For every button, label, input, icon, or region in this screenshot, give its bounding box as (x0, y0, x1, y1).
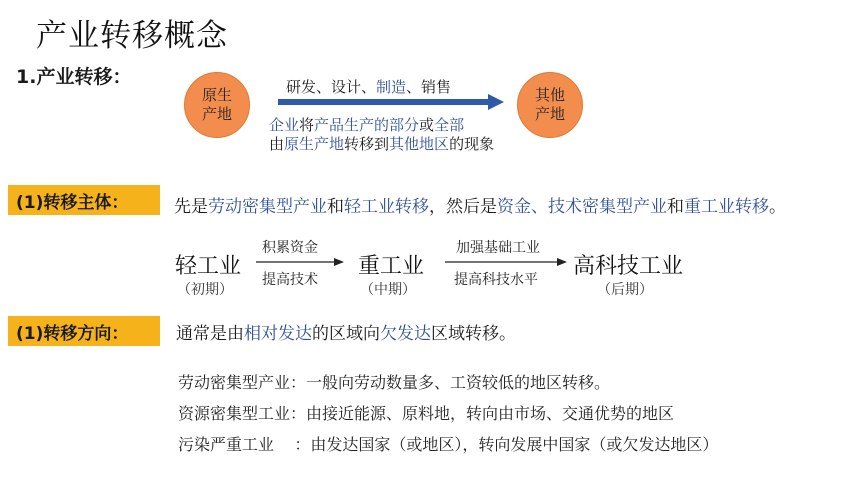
direction-line-labor: 劳动密集型产业：一般向劳动数量多、工资较低的地区转移。 (178, 373, 611, 392)
text-segment: 先是 (174, 197, 208, 217)
subject-description (174, 192, 786, 217)
text-segment: 区域转移。 (431, 324, 516, 344)
stage-early-phase: （初期） (177, 282, 233, 298)
stage-heavy-industry: 重工业 (358, 254, 425, 279)
direction-line-resource: 资源密集型工业：由接近能源、原料地，转向由市场、交通优势的地区 (178, 404, 675, 423)
stage-late-phase: （后期） (597, 282, 653, 298)
highlight-text: 企业 (269, 116, 300, 134)
direction-line-pollution: 污染严重工业 ：由发达国家（或地区），转向发展中国家（或欠发达地区） (178, 435, 719, 454)
direction-tag: (1)转移方向： (8, 316, 160, 346)
text-segment: 或 (419, 116, 435, 134)
page-title: 产业转移概念 (36, 18, 228, 54)
highlight-text: 全部 (434, 116, 465, 134)
origin-place-label: 原生 产地 (201, 86, 232, 123)
text-segment: 的区域向 (312, 324, 380, 344)
definition-line-1 (269, 116, 494, 135)
highlight-text: 其他地区 (389, 135, 450, 153)
stage-high-tech-industry: 高科技工业 (573, 254, 684, 279)
stage-arrow-2 (445, 257, 567, 267)
stage-light-industry: 轻工业 (175, 254, 242, 279)
text-segment: 、销售 (406, 78, 452, 96)
other-place-label: 其他 产地 (534, 86, 565, 123)
subject-tag: (1)转移主体： (8, 185, 160, 215)
text-segment: 和 (327, 197, 344, 217)
transfer-arrow (278, 94, 504, 110)
highlight-text: 重工业转移 (684, 197, 769, 217)
stage-middle-phase: （中期） (360, 282, 416, 298)
text-segment: ，然后是 (429, 197, 497, 217)
direction-description (176, 319, 516, 344)
stage-arrow-1 (256, 257, 344, 267)
text-segment: 转移到 (344, 135, 390, 153)
section-heading-industry-transfer: 1.产业转移： (16, 66, 132, 88)
definition-line-2 (269, 135, 494, 154)
arrow-2-bottom-label: 提高科技水平 (454, 272, 538, 288)
highlight-text: 资金、技术密集型产业 (497, 197, 667, 217)
text-segment: 将 (299, 116, 315, 134)
text-segment: 由 (269, 135, 285, 153)
highlight-text: 相对发达 (244, 324, 312, 344)
arrow-1-bottom-label: 提高技术 (262, 272, 318, 288)
highlight-text: 欠发达 (380, 324, 431, 344)
text-segment: 研发、设计、 (286, 78, 377, 96)
arrow-1-top-label: 积累资金 (262, 240, 318, 256)
highlight-text: 轻工业转移 (344, 197, 429, 217)
text-segment: 和 (667, 197, 684, 217)
origin-place-circle (184, 72, 250, 138)
highlight-text: 制造 (376, 78, 407, 96)
highlight-text: 产品生产的部分 (314, 116, 420, 134)
other-place-circle (517, 72, 583, 138)
highlight-text: 劳动密集型产业 (208, 197, 327, 217)
text-segment: 的现象 (449, 135, 495, 153)
text-segment: 。 (769, 197, 786, 217)
text-segment: 通常是由 (176, 324, 244, 344)
highlight-text: 原生产地 (284, 135, 345, 153)
arrow-2-top-label: 加强基础工业 (456, 240, 540, 256)
transfer-definition (269, 116, 494, 154)
